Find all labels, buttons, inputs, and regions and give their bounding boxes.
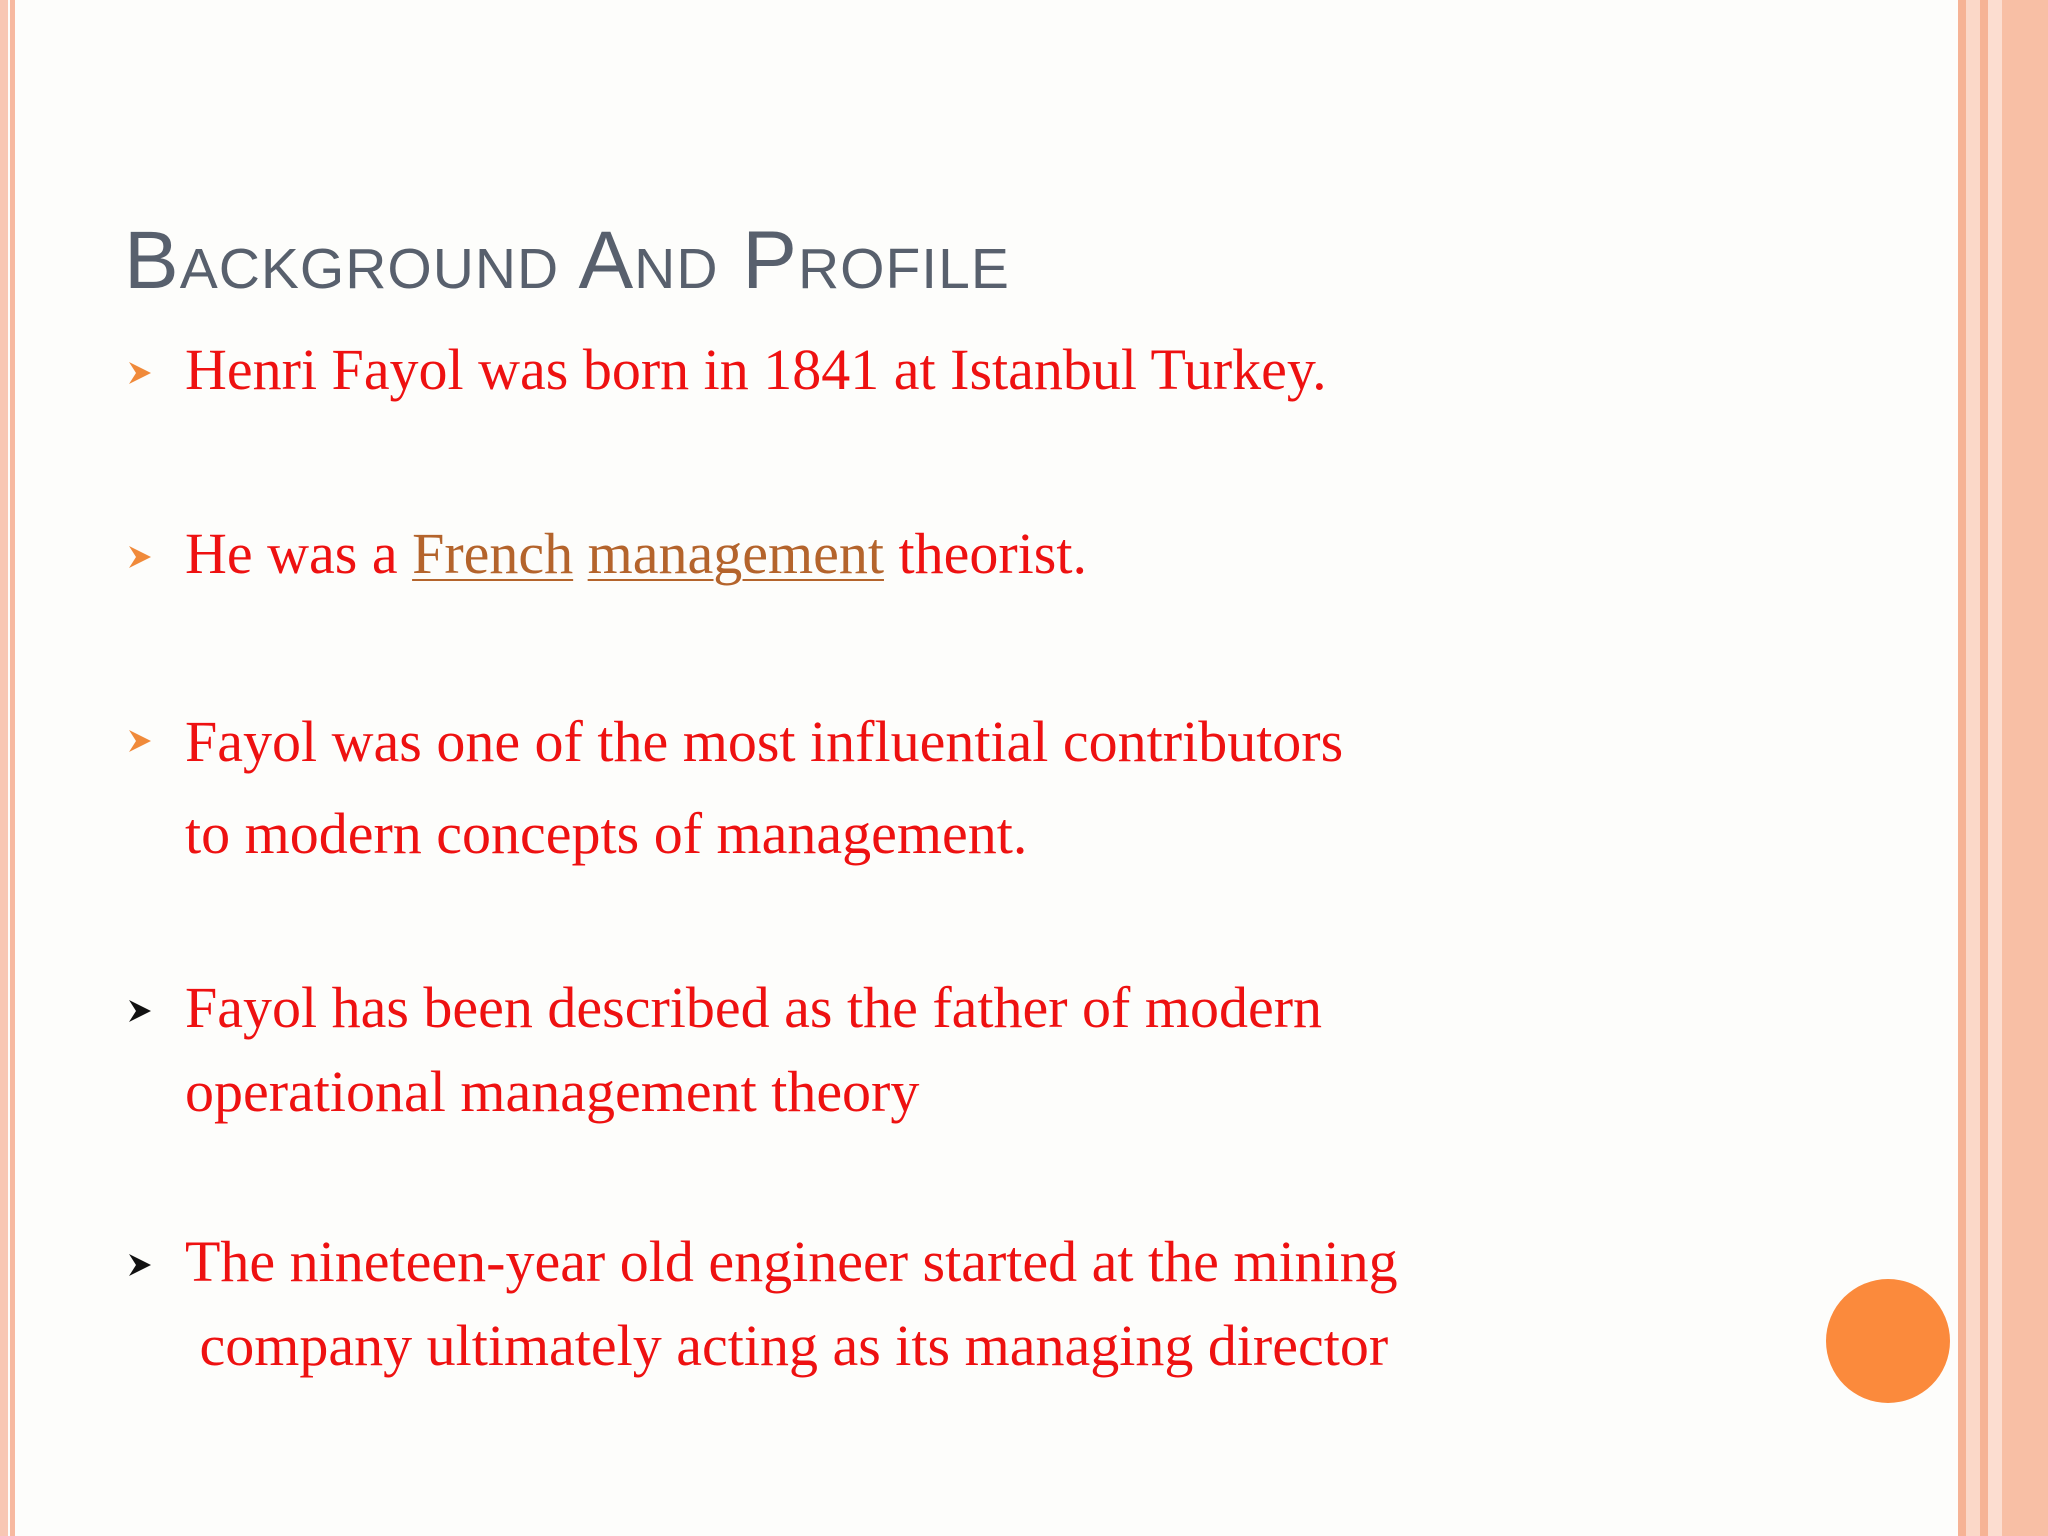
bullet-text-suffix: theorist. xyxy=(883,521,1087,586)
right-border-stripe xyxy=(2002,0,2048,1536)
link-french[interactable]: French xyxy=(412,521,574,586)
bullet-text-prefix: He was a xyxy=(185,521,413,586)
bullet-text-line: Fayol has been described as the father of modern xyxy=(185,975,1323,1040)
right-border-stripe xyxy=(1958,0,1966,1536)
bullet-text: Henri Fayol was born in 1841 at Istanbul Turkey. xyxy=(185,337,1327,402)
bullet-text-line: company ultimately acting as its managing director xyxy=(185,1313,1389,1378)
right-border-stripe xyxy=(1966,0,1980,1536)
arrow-bullet-icon xyxy=(125,358,155,388)
bullet-text-line: Fayol was one of the most influential contributors xyxy=(185,709,1344,774)
decorative-circle xyxy=(1826,1279,1950,1403)
bullet-text xyxy=(185,966,1322,1134)
left-border xyxy=(0,0,8,1536)
left-border-inner xyxy=(10,0,15,1536)
right-border-stripe xyxy=(1980,0,1988,1536)
bullet-text-line: to modern concepts of management. xyxy=(185,801,1028,866)
arrow-bullet-icon xyxy=(125,1250,155,1280)
bullet-text xyxy=(185,512,1087,596)
bullet-text-space xyxy=(573,521,588,586)
slide-title: Background And Profile xyxy=(124,215,1010,306)
bullet-text xyxy=(185,696,1343,880)
right-border-stripe xyxy=(1988,0,2002,1536)
bullet-text-line: operational management theory xyxy=(185,1059,920,1124)
bullet-text xyxy=(185,1220,1398,1388)
bullet-text-line: The nineteen-year old engineer started at the mining xyxy=(185,1229,1398,1294)
arrow-bullet-icon xyxy=(125,542,155,572)
arrow-bullet-icon xyxy=(125,996,155,1026)
link-management[interactable]: management xyxy=(587,521,884,586)
arrow-bullet-icon xyxy=(125,726,155,756)
